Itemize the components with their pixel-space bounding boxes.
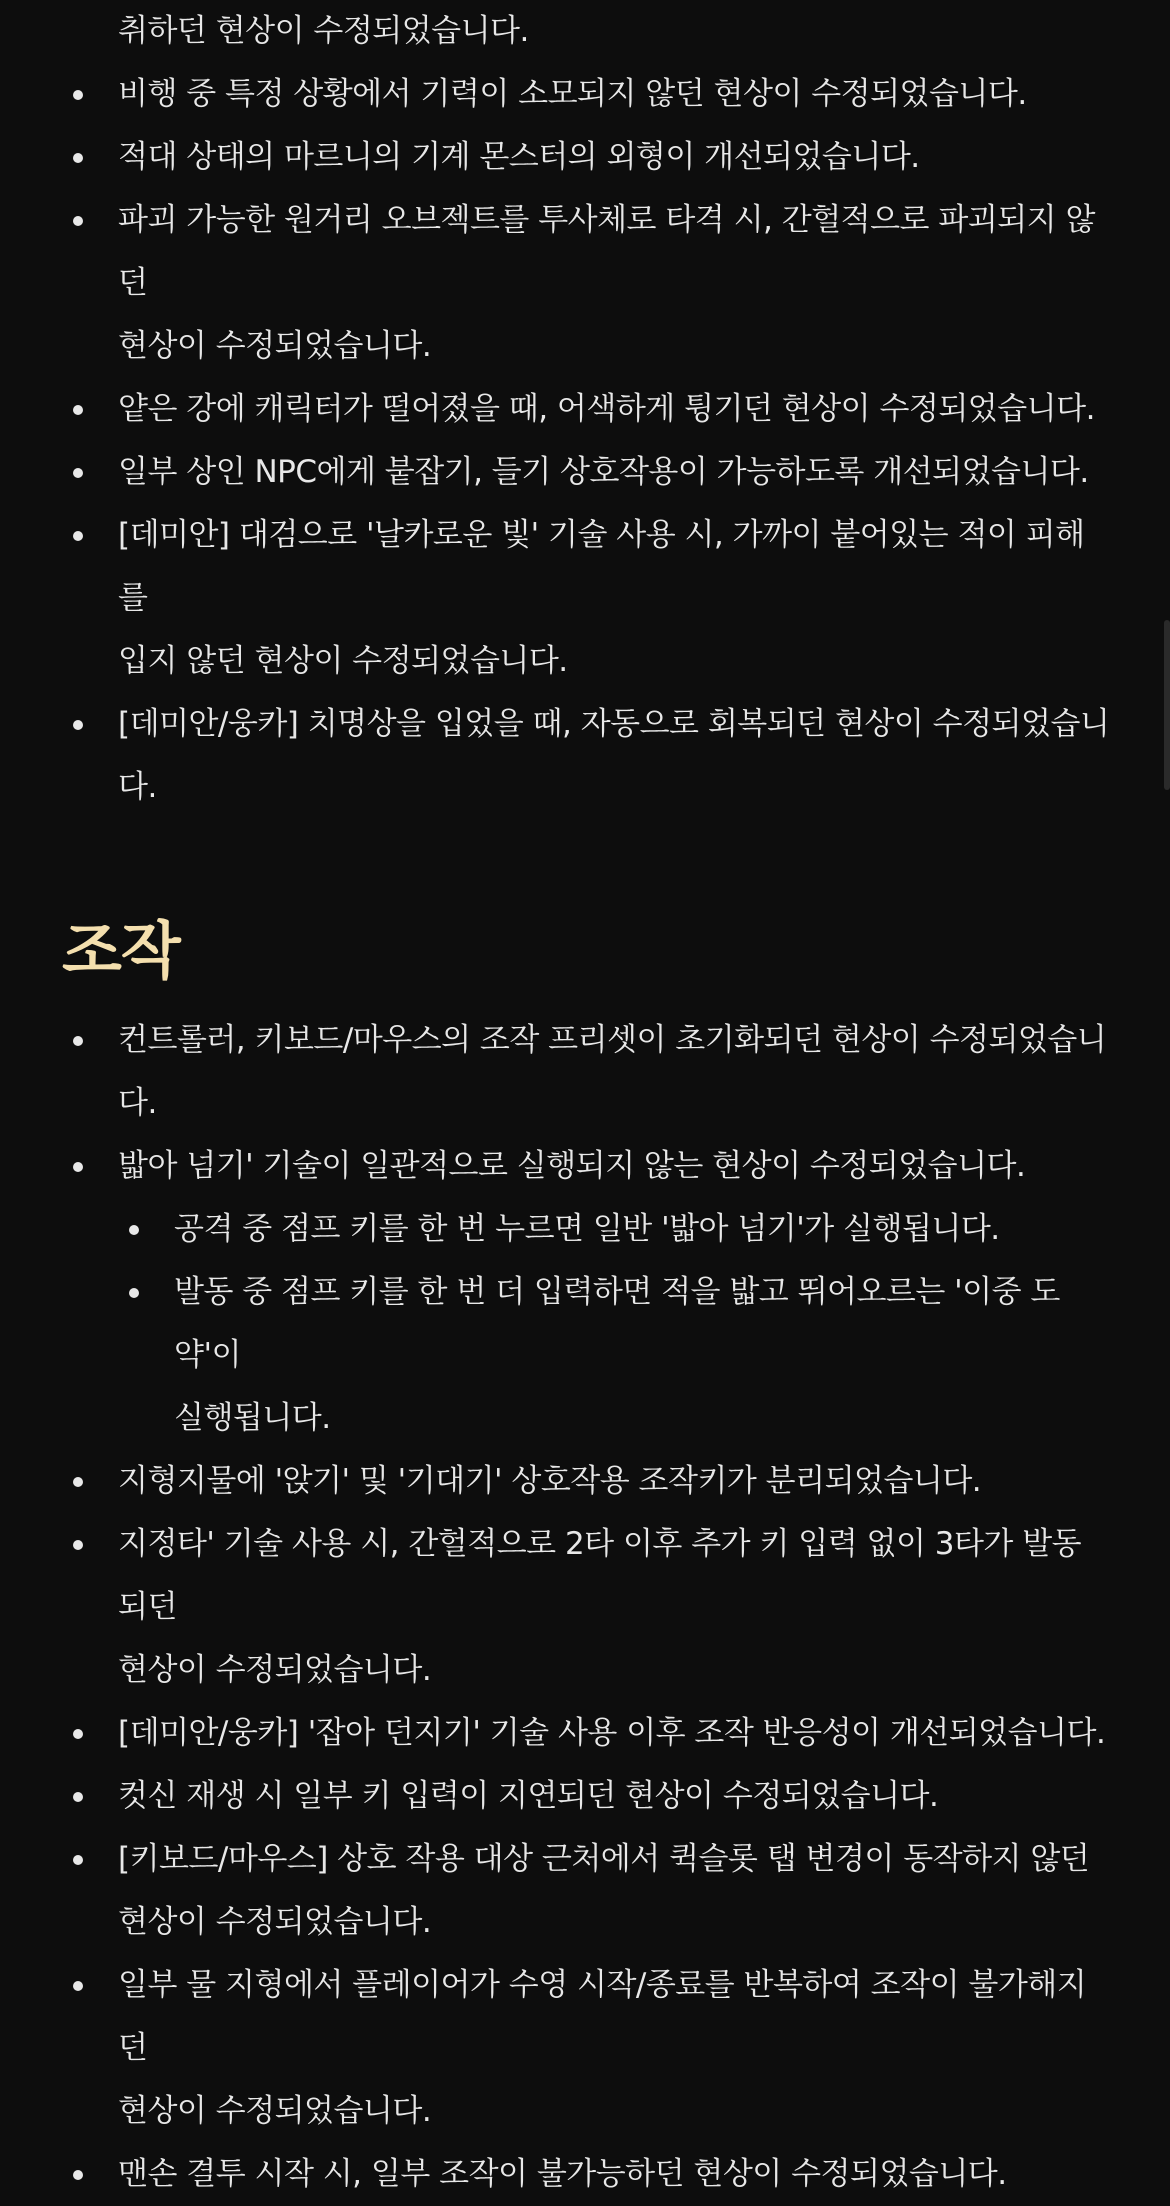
list-item xyxy=(0,63,1170,126)
list-item-text: 현상이 수정되었습니다. xyxy=(118,1652,432,1688)
bullet-icon xyxy=(73,153,83,163)
list-item xyxy=(0,1765,1170,1828)
list-item-text: 현상이 수정되었습니다. xyxy=(118,1904,432,1940)
list-item-text: [키보드/마우스] 상호 작용 대상 근처에서 퀵슬롯 탭 변경이 동작하지 않던 xyxy=(118,1841,1090,1877)
list-item xyxy=(0,504,1170,693)
list-item xyxy=(0,126,1170,189)
bullet-icon xyxy=(73,405,83,415)
list-item xyxy=(0,441,1170,504)
list-item-text: 파괴 가능한 원거리 오브젝트를 투사체로 타격 시, 간헐적으로 파괴되지 않던 xyxy=(118,202,1095,301)
list-item xyxy=(0,1702,1170,1765)
bullet-icon xyxy=(73,90,83,100)
list-item xyxy=(0,1450,1170,1513)
bugfix-list xyxy=(0,0,1170,819)
list-item-text: 일부 물 지형에서 플레이어가 수영 시작/종료를 반복하여 조작이 불가해지던 xyxy=(118,1967,1087,2066)
bullet-icon xyxy=(73,1729,83,1739)
bullet-icon xyxy=(73,531,83,541)
bullet-icon xyxy=(73,720,83,730)
list-item-text: 공격 중 점프 키를 한 번 누르면 일반 '밟아 넘기'가 실행됩니다. xyxy=(174,1211,1000,1247)
list-item xyxy=(0,1954,1170,2143)
bullet-icon xyxy=(73,1792,83,1802)
list-item-text: 취하던 현상이 수정되었습니다. xyxy=(118,13,529,49)
list-item-text: [데미안/웅카] '잡아 던지기' 기술 사용 이후 조작 반응성이 개선되었습니다. xyxy=(118,1715,1106,1751)
bullet-icon xyxy=(73,1855,83,1865)
bullet-icon xyxy=(129,1288,139,1298)
list-item-text: 현상이 수정되었습니다. xyxy=(118,2093,432,2129)
bullet-icon xyxy=(129,1225,139,1235)
bullet-icon xyxy=(73,216,83,226)
sub-list-item xyxy=(0,1198,1170,1261)
list-item-text: 맨손 결투 시작 시, 일부 조작이 불가능하던 현상이 수정되었습니다. xyxy=(118,2156,1007,2192)
list-item xyxy=(0,2143,1170,2206)
list-item xyxy=(0,1513,1170,1702)
scrollbar[interactable] xyxy=(1164,620,1170,790)
list-item-text: [데미안] 대검으로 '날카로운 빛' 기술 사용 시, 가까이 붙어있는 적이 피해를 xyxy=(118,517,1085,616)
list-item xyxy=(0,1009,1170,1135)
list-item-text: 컷신 재생 시 일부 키 입력이 지연되던 현상이 수정되었습니다. xyxy=(118,1778,939,1814)
controls-list xyxy=(0,1009,1170,2206)
bullet-icon xyxy=(73,468,83,478)
list-item xyxy=(0,693,1170,819)
list-item xyxy=(0,189,1170,378)
bullet-icon xyxy=(73,1540,83,1550)
list-item-text: 비행 중 특정 상황에서 기력이 소모되지 않던 현상이 수정되었습니다. xyxy=(118,76,1027,112)
list-item-text: 입지 않던 현상이 수정되었습니다. xyxy=(118,643,568,679)
bullet-icon xyxy=(73,1036,83,1046)
list-item-text: 적대 상태의 마르니의 기계 몬스터의 외형이 개선되었습니다. xyxy=(118,139,920,175)
list-item xyxy=(0,378,1170,441)
list-item-text: 지형지물에 '앉기' 및 '기대기' 상호작용 조작키가 분리되었습니다. xyxy=(118,1463,982,1499)
bullet-icon xyxy=(73,1477,83,1487)
bullet-icon xyxy=(73,2170,83,2180)
bullet-icon xyxy=(73,1162,83,1172)
list-item-text: 얕은 강에 캐릭터가 떨어졌을 때, 어색하게 튕기던 현상이 수정되었습니다. xyxy=(118,391,1095,427)
list-item-text: 실행됩니다. xyxy=(174,1400,331,1436)
list-item-continuation xyxy=(0,0,1170,63)
list-item-text: 지정타' 기술 사용 시, 간헐적으로 2타 이후 추가 키 입력 없이 3타가 발동되던 xyxy=(118,1526,1082,1625)
list-item-text: 컨트롤러, 키보드/마우스의 조작 프리셋이 초기화되던 현상이 수정되었습니다. xyxy=(118,1022,1107,1121)
section-heading-controls: 조작 xyxy=(62,914,180,987)
list-item-text: 현상이 수정되었습니다. xyxy=(118,328,432,364)
list-item-text: 발동 중 점프 키를 한 번 더 입력하면 적을 밟고 뛰어오르는 '이중 도약'이 xyxy=(174,1274,1060,1373)
list-item-text: [데미안/웅카] 치명상을 입었을 때, 자동으로 회복되던 현상이 수정되었습니다. xyxy=(118,706,1110,805)
list-item xyxy=(0,1828,1170,1954)
list-item xyxy=(0,1135,1170,1198)
list-item-text: 밟아 넘기' 기술이 일관적으로 실행되지 않는 현상이 수정되었습니다. xyxy=(118,1148,1026,1184)
sub-list-item xyxy=(0,1261,1170,1450)
bullet-icon xyxy=(73,1981,83,1991)
list-item-text: 일부 상인 NPC에게 붙잡기, 들기 상호작용이 가능하도록 개선되었습니다. xyxy=(118,454,1089,490)
